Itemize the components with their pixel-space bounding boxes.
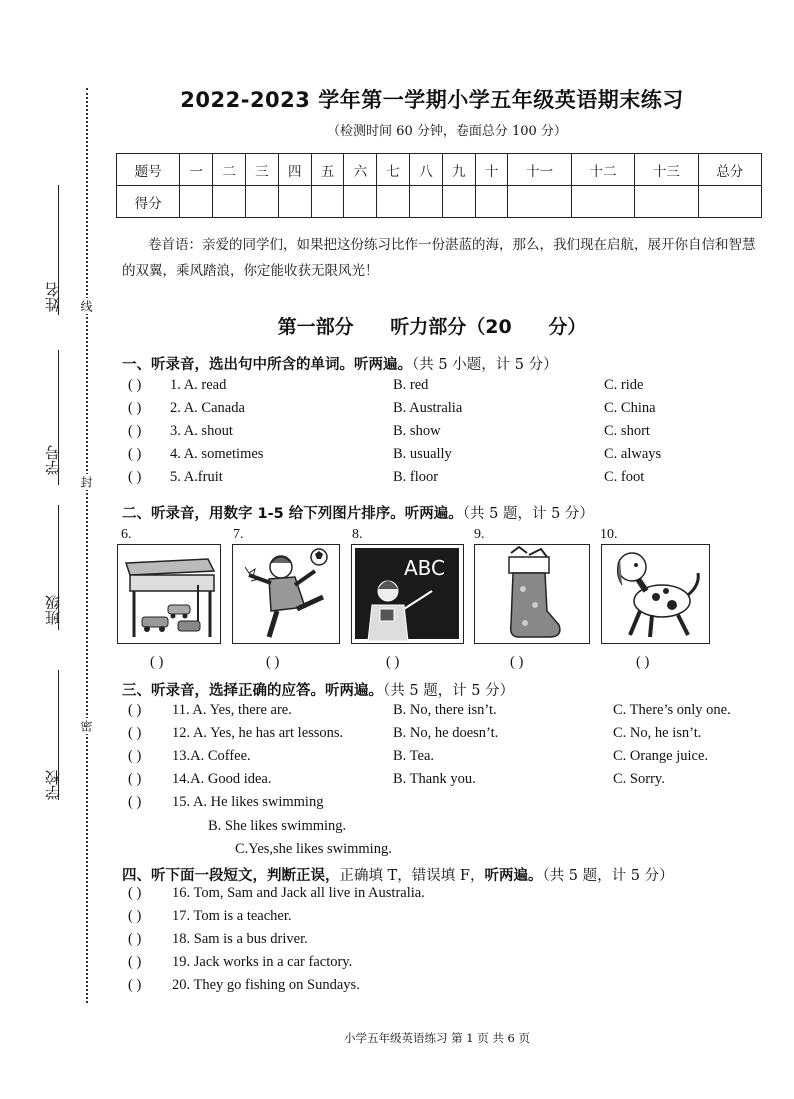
q3-row [128,748,768,770]
score-table-score-cell[interactable] [278,186,311,218]
q15-option-b-text: B. She likes swimming. [208,818,347,834]
picture-number-9: 9. [474,527,485,542]
name-label: 姓名 [44,282,62,312]
page-subtitle: （检测时间 60 分钟，卷面总分 100 分） [327,124,567,139]
score-table [116,153,762,218]
picture-number-8: 8. [352,527,363,542]
q3-a-text: 14.A. Good idea. [172,771,272,787]
score-table-header-cell: 十二 [571,154,634,186]
picture-answer-10[interactable]: ( ) [636,654,650,670]
score-table-header-cell: 四 [278,154,311,186]
q4-row [128,977,768,999]
score-table-score-cell[interactable] [213,186,246,218]
picture-dog [601,544,710,644]
picture-number-10: 10. [600,527,618,542]
answer-blank[interactable]: ( ) [128,446,142,462]
q4-text-text: 18. Sam is a bus driver. [172,931,308,947]
section-4-heading [122,864,674,885]
score-table-header-cell: 十三 [635,154,698,186]
answer-blank[interactable]: ( ) [128,771,142,787]
answer-blank[interactable]: ( ) [128,725,142,741]
q15-option-c [128,841,768,863]
q3-b-text: B. No, there isn’t. [393,702,497,718]
q3-row [128,702,768,724]
q4-text-text: 17. Tom is a teacher. [172,908,292,924]
section-1-heading [122,353,558,374]
score-table-score-cell[interactable] [571,186,634,218]
picture-answer-7[interactable]: ( ) [266,654,280,670]
answer-blank[interactable]: ( ) [128,469,142,485]
q1-a-text: 2. A. Canada [170,400,245,416]
stocking-icon [475,545,588,642]
score-table-header-cell: 一 [180,154,213,186]
q3-row [128,725,768,747]
q1-row [128,377,768,399]
q1-row [128,400,768,422]
teacher-blackboard-icon [352,545,462,642]
q3-c-text: C. There’s only one. [613,702,731,718]
picture-answer-6[interactable]: ( ) [150,654,164,670]
boy-kicking-ball-icon [233,545,338,642]
q3-c-text: C. Sorry. [613,771,665,787]
section-4-title-2: 听两遍。 [484,868,543,884]
score-table-header-cell: 七 [377,154,410,186]
q1-b-text: B. usually [393,446,452,462]
q15-option-b [128,818,768,840]
score-table-score-cell[interactable] [698,186,761,218]
q1-c-text: C. foot [604,469,645,485]
picture-answer-8[interactable]: ( ) [386,654,400,670]
section-4-points: （共 5 题，计 5 分） [542,868,674,884]
q3-a-text: 12. A. Yes, he has art lessons. [172,725,344,741]
intro-text: 卷首语：亲爱的同学们，如果把这份练习比作一份湛蓝的海，那么，我们现在启航，展开你自信和智慧的双翼，乘风踏浪，你定能收获无限风光！ [122,237,756,279]
q4-text-text: 20. They go fishing on Sundays. [172,977,360,993]
side-char-feng: 封 [79,476,93,488]
desk-icon [118,545,219,642]
section-4-title: 四、听下面一段短文，判断正误， [122,868,340,884]
score-table-score-cell[interactable] [245,186,278,218]
score-table-score-cell[interactable] [635,186,698,218]
side-char-xian: 线 [79,300,93,312]
q1-row [128,446,768,468]
score-table-header-cell: 五 [311,154,344,186]
q1-a-text: 1. A. read [170,377,227,393]
section-1-points: （共 5 小题，计 5 分） [412,357,558,373]
q3-a-text: 13.A. Coffee. [172,748,251,764]
score-table-header-cell: 九 [442,154,475,186]
q3-b-text: B. Thank you. [393,771,476,787]
picture-number-7: 7. [233,527,244,542]
score-table-header-cell: 二 [213,154,246,186]
answer-blank[interactable]: ( ) [128,748,142,764]
picture-answer-9[interactable]: ( ) [510,654,524,670]
q1-c-text: C. China [604,400,656,416]
q3-row [128,771,768,793]
score-table-header-cell: 十 [475,154,508,186]
picture-football [232,544,340,644]
answer-blank[interactable]: ( ) [128,702,142,718]
q4-row [128,954,768,976]
section-2-title: 二、听录音，用数字 1-5 给下列图片排序。听两遍。 [122,506,463,522]
score-table-score-cell[interactable] [377,186,410,218]
q4-row [128,885,768,907]
section-3-points: （共 5 题，计 5 分） [383,683,515,699]
q1-c-text: C. short [604,423,650,439]
score-table-score-label: 得分 [117,186,180,218]
score-table-score-row [117,186,762,218]
answer-blank[interactable]: ( ) [128,423,142,439]
score-table-score-cell[interactable] [475,186,508,218]
picture-number-6: 6. [121,527,132,542]
section-4-instruction: 正确填 T，错误填 F， [339,868,485,884]
section-3-title: 三、听录音，选择正确的应答。听两遍。 [122,683,383,699]
number-label: 学号 [44,445,62,475]
q1-row [128,469,768,491]
answer-blank[interactable]: ( ) [128,794,142,810]
binding-dotted-line [86,88,88,1003]
q3-c-text: C. No, he isn’t. [613,725,702,741]
dog-icon [602,545,708,642]
q1-a-text: 4. A. sometimes [170,446,264,462]
picture-stocking [474,544,590,644]
q3-row [128,794,768,816]
score-table-header-label: 题号 [117,154,180,186]
class-label: 班级 [44,595,62,625]
q1-b-text: B. floor [393,469,439,485]
score-table-header-row [117,154,762,186]
picture-desk [117,544,221,644]
q3-b-text: B. Tea. [393,748,435,764]
page-footer: 小学五年级英语练习 第 1 页 共 6 页 [343,1031,531,1045]
answer-blank[interactable]: ( ) [128,954,142,970]
q1-c-text: C. ride [604,377,644,393]
page-title: 2022-2023 学年第一学期小学五年级英语期末练习 [180,88,684,112]
score-table-score-cell[interactable] [344,186,377,218]
score-table-header-cell: 总分 [698,154,761,186]
score-table-score-cell[interactable] [442,186,475,218]
school-label: 学校 [44,770,62,800]
score-table-header-cell: 八 [410,154,443,186]
score-table-score-cell[interactable] [410,186,443,218]
score-table-header-cell: 三 [245,154,278,186]
answer-blank[interactable]: ( ) [128,908,142,924]
q1-a-text: 3. A. shout [170,423,233,439]
q1-b-text: B. Australia [393,400,463,416]
q3-c-text: C. Orange juice. [613,748,709,764]
answer-blank[interactable]: ( ) [128,977,142,993]
q15-option-c-text: C.Yes,she likes swimming. [235,841,392,857]
q4-row [128,908,768,930]
q1-a-text: 5. A.fruit [170,469,223,485]
q1-b-text: B. red [393,377,429,393]
answer-blank[interactable]: ( ) [128,885,142,901]
side-char-mi: 密 [79,720,93,732]
section-3-heading [122,679,514,700]
score-table-header-cell: 六 [344,154,377,186]
q3-b-text: B. No, he doesn’t. [393,725,499,741]
board-text: ABC [404,556,446,580]
q3-a-text: 15. A. He likes swimming [172,794,324,810]
score-table-score-cell[interactable] [311,186,344,218]
score-table-score-cell[interactable] [508,186,571,218]
q4-row [128,931,768,953]
q1-b-text: B. show [393,423,441,439]
q3-a-text: 11. A. Yes, there are. [172,702,292,718]
q4-text-text: 16. Tom, Sam and Jack all live in Australia. [172,885,425,901]
q1-row [128,423,768,445]
answer-blank[interactable]: ( ) [128,931,142,947]
picture-teacher [351,544,464,644]
q1-c-text: C. always [604,446,662,462]
section-2-heading [122,502,594,523]
answer-blank[interactable]: ( ) [128,377,142,393]
answer-blank[interactable]: ( ) [128,400,142,416]
section-2-points: （共 5 题，计 5 分） [462,506,594,522]
part-title: 第一部分 听力部分（20 分） [277,316,587,338]
score-table-score-cell[interactable] [180,186,213,218]
section-1-title: 一、听录音，选出句中所含的单词。听两遍。 [122,357,412,373]
score-table-header-cell: 十一 [508,154,571,186]
q4-text-text: 19. Jack works in a car factory. [172,954,353,970]
